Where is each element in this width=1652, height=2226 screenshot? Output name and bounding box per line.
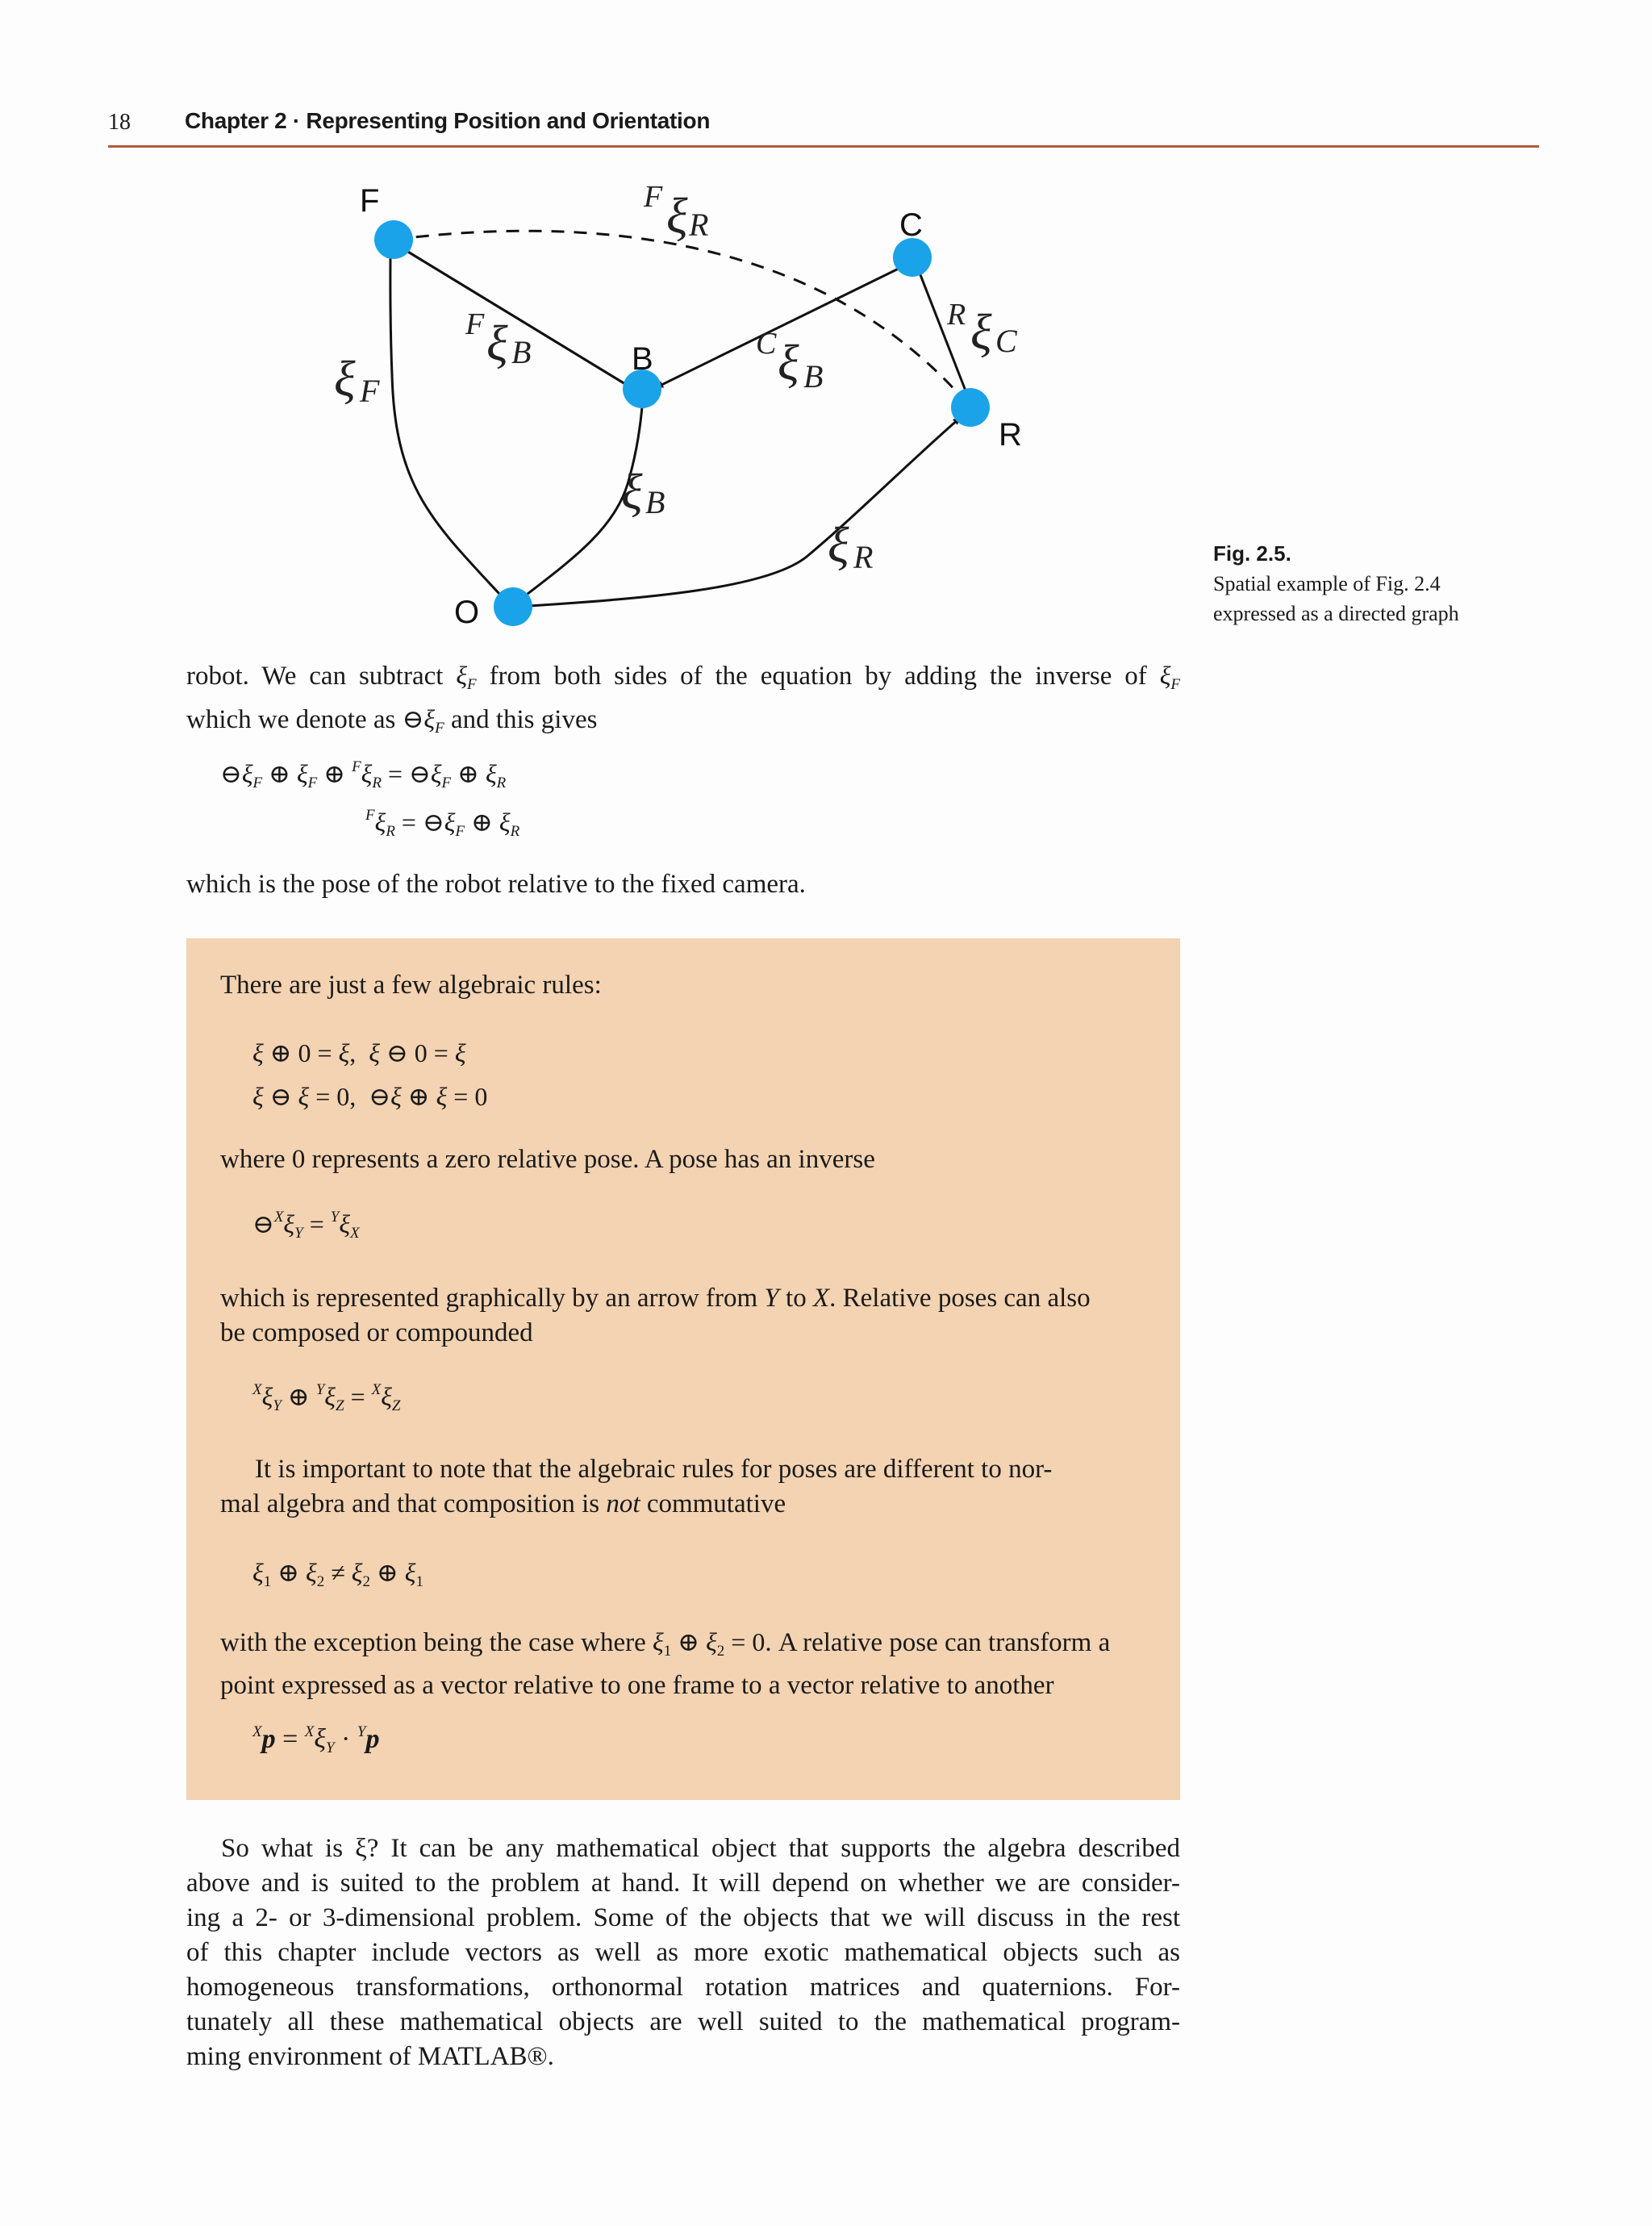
- svg-text:ξ: ξ: [778, 336, 799, 390]
- box-note-text: It is important to note that the algebraic rules for poses are different to nor- mal algebra and that composition is not commutative: [220, 1455, 1053, 1518]
- node-O-dot: [494, 587, 532, 626]
- svg-text:B: B: [803, 358, 824, 395]
- svg-text:F: F: [644, 180, 663, 214]
- svg-text:C: C: [995, 323, 1017, 359]
- paragraph-3: So what is ξ? It can be any mathematical object that supports the algebra described above and is suited to the problem at hand. It will depend on whether we are consider- ing a 2- or 3-dimensional problem. Some of the objects that we will discuss in the rest of this chapter include vectors as well as more exotic mathematical objects such as homogeneous transformations, orthonormal rotation matrices and quaternions. For- tunately all these mathematical objects are well suited to the mathematical program- ming environment of MATLAB®.: [186, 1834, 1180, 2071]
- svg-text:ξ: ξ: [970, 305, 992, 360]
- label-C-xi-B: [756, 327, 823, 395]
- math-xi-F: $\xi_F$: [1159, 661, 1180, 693]
- svg-text:ξ: ξ: [666, 189, 688, 244]
- node-C-label: C: [899, 207, 923, 243]
- caption-label: Fig. 2.5.: [1213, 541, 1291, 566]
- node-F-dot: [374, 220, 413, 259]
- svg-text:B: B: [645, 484, 665, 520]
- svg-text:F: F: [465, 307, 485, 341]
- node-R-label: R: [999, 417, 1022, 453]
- node-O-label: O: [454, 595, 480, 630]
- label-xi-F: [334, 352, 380, 409]
- figure-caption: [1213, 539, 1459, 629]
- edge-O-F: [390, 252, 510, 605]
- box-intro: There are just a few algebraic rules:: [220, 971, 602, 1000]
- equation-rule-1: ξ ⊕ 0 = ξ, ξ ⊖ 0 = ξ: [252, 1038, 466, 1067]
- chapter-title: Chapter 2 · Representing Position and Orientation: [185, 108, 711, 133]
- svg-text:R: R: [853, 539, 874, 575]
- edge-O-R: [516, 418, 960, 607]
- svg-text:ξ: ξ: [486, 316, 508, 371]
- svg-text:R: R: [689, 207, 709, 243]
- node-R-dot: [951, 388, 990, 427]
- math-inverse-xi-F: $⊖\xi_F$: [402, 704, 444, 737]
- node-C-dot: [893, 238, 932, 277]
- box-exception-text: with the exception being the case where $\xi_1$ ⊕ $\xi_2 = 0$. A relative pose can transform a point expressed as a vector relative to one frame to a vector relative to another: [220, 1627, 1111, 1700]
- equation-rule-2: ξ ⊖ ξ = 0, ⊖ξ ⊕ ξ = 0: [252, 1082, 488, 1111]
- label-F-xi-B: [465, 307, 531, 371]
- caption-line-2: expressed as a directed graph: [1213, 602, 1459, 625]
- svg-text:F: F: [360, 373, 380, 409]
- equation-transform: $^Xp = ^X\xi_Y \cdot ^Yp$: [252, 1723, 380, 1756]
- box-zero-text: where 0 represents a zero relative pose. A pose has an inverse: [220, 1145, 875, 1174]
- equation-1b: $^F\xi_R$ = $⊖\xi_F$ ⊕ $\xi_R$: [365, 807, 520, 840]
- math-xi-F: $\xi_F$: [456, 661, 477, 693]
- label-xi-R: [828, 518, 873, 575]
- paragraph-1: robot. We can subtract $\xi_F$ from both sides of the equation by adding the inverse of $\xi_F$ which we denote as $⊖\xi_F$ and this gives: [186, 661, 1180, 737]
- svg-text:ξ: ξ: [334, 352, 356, 407]
- equation-noncommutative: $\xi_1$ ⊕ $\xi_2 \ne \xi_2$ ⊕ $\xi_1$: [252, 1558, 423, 1590]
- svg-text:ξ: ξ: [828, 518, 849, 573]
- caption-line-1: Spatial example of Fig. 2.4: [1213, 572, 1441, 595]
- paragraph-2: which is the pose of the robot relative to the fixed camera.: [186, 870, 806, 899]
- label-xi-B: [621, 465, 665, 520]
- equation-compose: $^X\xi_Y$ ⊕ $^Y\xi_Z = ^X\xi_Z$: [252, 1381, 401, 1414]
- svg-text:R: R: [947, 298, 966, 332]
- label-R-xi-C: [946, 298, 1018, 360]
- edge-R-C: [918, 269, 970, 401]
- svg-text:ξ: ξ: [621, 465, 643, 520]
- equation-1a: $⊖\xi_F$ ⊕ $\xi_F$ ⊕ $^F\xi_R$ = $⊖\xi_F$ ⊕ $\xi_R$: [220, 758, 507, 791]
- node-B-label: B: [632, 341, 653, 377]
- equation-inverse: $⊖^X\xi_Y = ^Y\xi_X$: [252, 1209, 360, 1242]
- node-F-label: F: [360, 183, 380, 219]
- label-F-xi-R: [643, 180, 708, 244]
- svg-text:C: C: [756, 327, 777, 361]
- math-exception: $\xi_1$ ⊕ $\xi_2 = 0$: [653, 1627, 766, 1660]
- box-inverse-text: which is represented graphically by an arrow from Y to X. Relative poses can also be composed or compounded: [220, 1284, 1091, 1347]
- page-number: 18: [108, 110, 131, 135]
- svg-text:B: B: [511, 334, 532, 370]
